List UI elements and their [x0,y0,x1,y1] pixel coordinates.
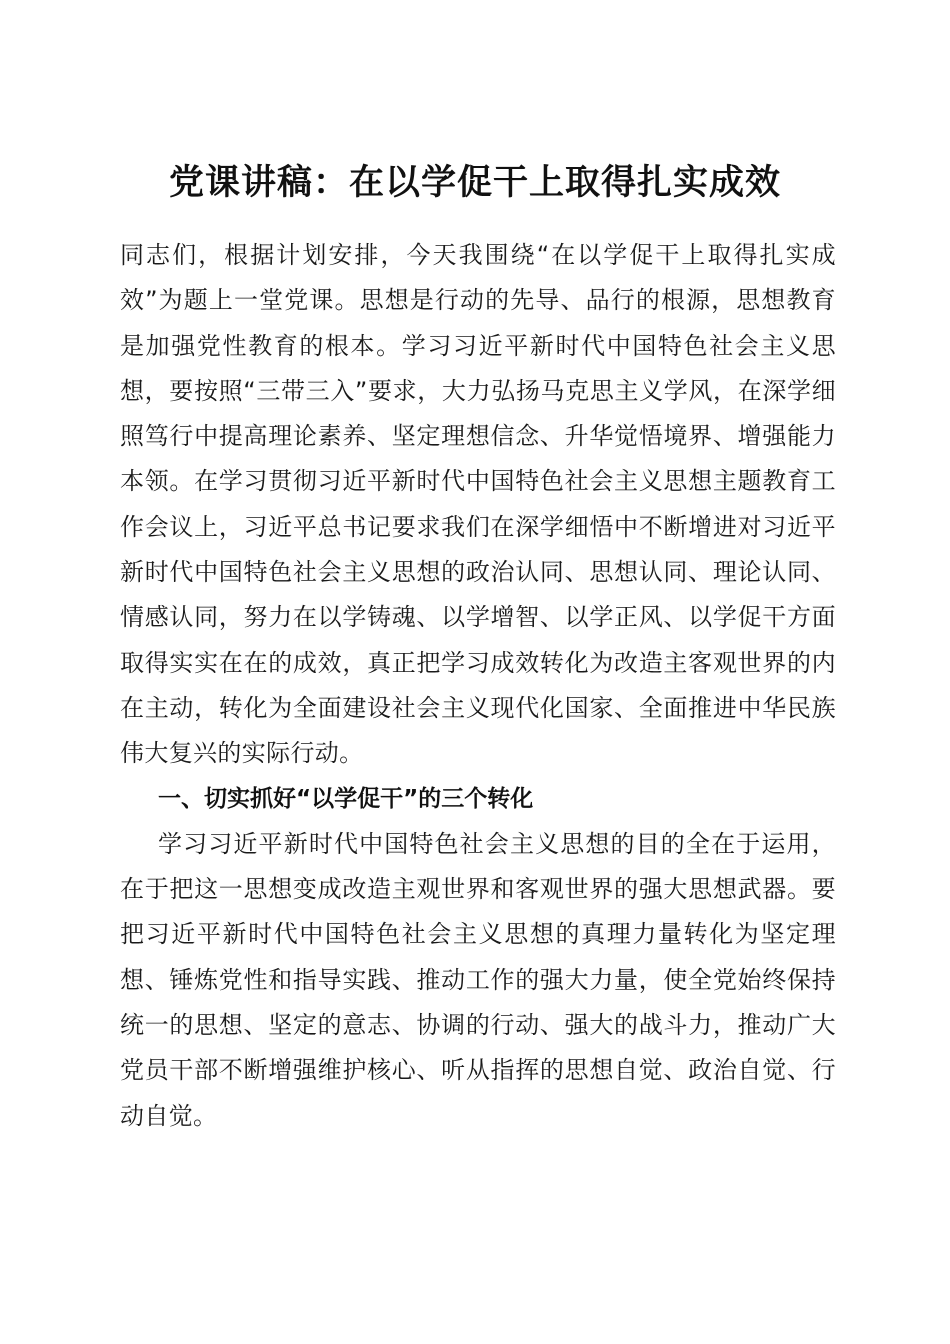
section-paragraph: 学习习近平新时代中国特色社会主义思想的目的全在于运用，在于把这一思想变成改造主观世界和客观世界的强大思想武器。要把习近平新时代中国特色社会主义思想的真理力量转化为坚定理想、锤炼党性和指导实践、推动工作的强大力量，使全党始终保持统一的思想、坚定的意志、协调的行动、强大的战斗力，推动广大党员干部不断增强维护核心、听从指挥的思想自觉、政治自觉、行动自觉。 [120,829,836,1130]
intro-paragraph: 同志们，根据计划安排，今天我围绕“在以学促干上取得扎实成效”为题上一堂党课。思想是行动的先导、品行的根源，思想教育是加强党性教育的根本。学习习近平新时代中国特色社会主义思想，要按照“三带三入”要求，大力弘扬马克思主义学风，在深学细照笃行中提高理论素养、坚定理想信念、升华觉悟境界、增强能力本领。在学习贯彻习近平新时代中国特色社会主义思想主题教育工作会议上，习近平总书记要求我们在深学细悟中不断增进对习近平新时代中国特色社会主义思想的政治认同、思想认同、理论认同、情感认同，努力在以学铸魂、以学增智、以学正风、以学促干方面取得实实在在的成效，真正把学习成效转化为改造主客观世界的内在主动，转化为全面建设社会主义现代化国家、全面推进中华民族伟大复兴的实际行动。 [120,241,836,768]
document-title: 党课讲稿：在以学促干上取得扎实成效 [168,162,781,204]
document-body [120,233,836,1139]
section-heading: 一、切实抓好“以学促干”的三个转化 [158,785,534,812]
